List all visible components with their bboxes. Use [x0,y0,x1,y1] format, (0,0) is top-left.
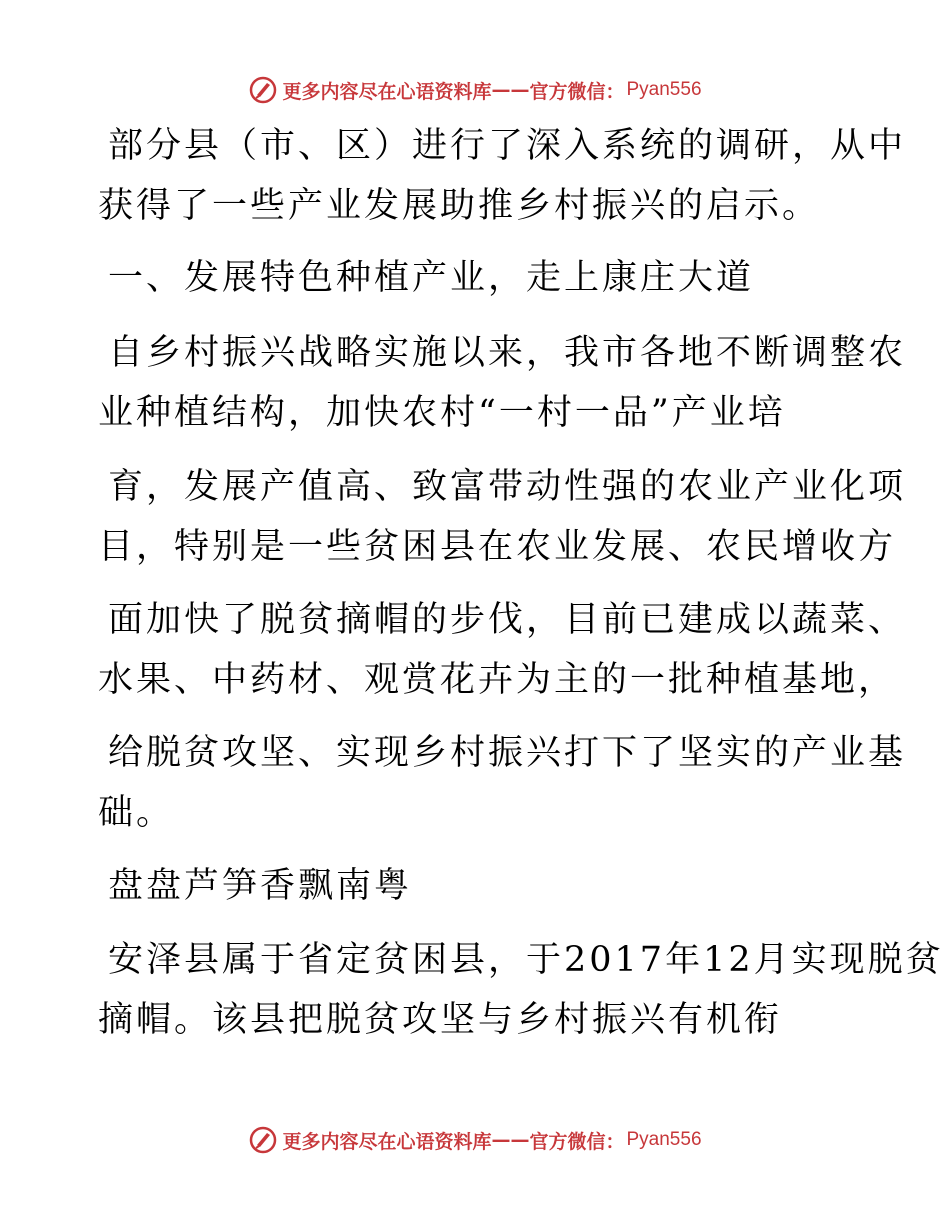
watermark-sub-text: 官方微信： [529,80,625,103]
section-heading-1: 一、发展特色种植产业，走上康庄大道 [108,258,755,298]
watermark-sub-text: 官方微信： [529,1130,625,1153]
body-line-7: 目，特别是一些贫困县在农业发展、农民增收方 [98,527,897,567]
body-line-6: 育，发展产值高、致富带动性强的农业产业化项 [108,467,907,507]
body-line-11: 础。 [98,793,175,833]
body-line-13: 安泽县属于省定贫困县，于2017年12月实现脱贫 [108,940,944,980]
watermark-separator: —— [491,1129,530,1151]
body-line-9: 水果、中药材、观赏花卉为主的一批种植基地， [98,660,897,700]
body-line-1: 部分县（市、区）进行了深入系统的调研，从中 [108,126,907,166]
watermark-main-text: 更多内容尽在心语资料库 [282,80,492,103]
body-line-4: 自乡村振兴战略实施以来，我市各地不断调整农 [108,333,907,373]
watermark-wechat-id: Pyan556 [626,1129,702,1150]
header-watermark [0,70,950,110]
body-line-5: 业种植结构，加快农村“一村一品”产业培 [98,393,786,433]
watermark-separator: —— [491,79,530,101]
watermark-main-text: 更多内容尽在心语资料库 [282,1130,492,1153]
body-line-14: 摘帽。该县把脱贫攻坚与乡村振兴有机衔 [98,1000,783,1040]
body-line-2: 获得了一些产业发展助推乡村振兴的启示。 [98,186,821,226]
body-line-10: 给脱贫攻坚、实现乡村振兴打下了坚实的产业基 [108,733,907,773]
body-line-8: 面加快了脱贫摘帽的步伐，目前已建成以蔬菜、 [108,600,907,640]
brand-logo-icon [248,75,278,105]
brand-logo-icon [248,1125,278,1155]
watermark-wechat-id: Pyan556 [626,79,702,100]
subheading-asparagus: 盘盘芦笋香飘南粤 [108,866,413,906]
footer-watermark [0,1120,950,1160]
